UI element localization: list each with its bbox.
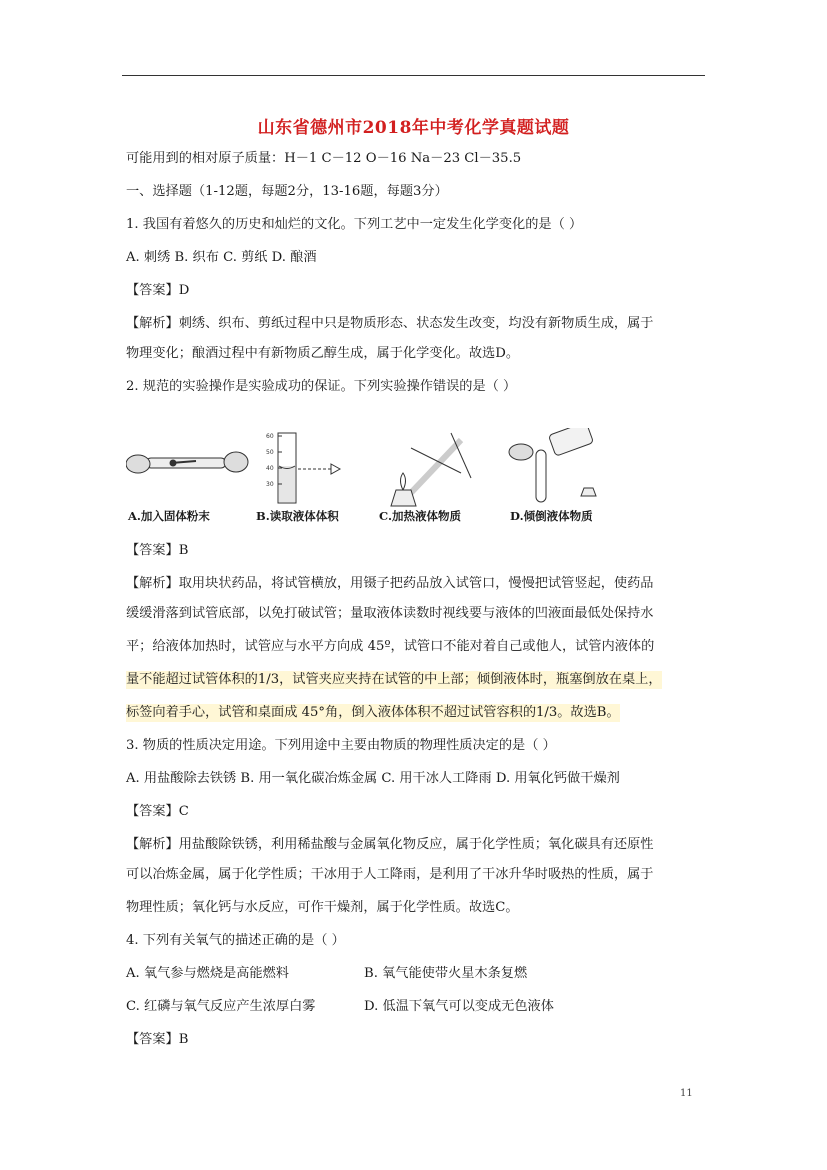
question-3-options: A. 用盐酸除去铁锈 B. 用一氧化碳冶炼金属 C. 用干冰人工降雨 D. 用氧化钙做干燥剂 <box>126 771 620 786</box>
experiment-figure <box>126 428 616 528</box>
explanation-2: 量不能超过试管体积的1/3，试管夹应夹持在试管的中上部；倾倒液体时，瓶塞倒放在桌上， <box>126 672 662 687</box>
question-1: 1. 我国有着悠久的历史和灿烂的文化。下列工艺中一定发生化学变化的是（ ） <box>126 217 583 232</box>
figure-caption-d: D.倾倒液体物质 <box>510 509 593 523</box>
page-number: 11 <box>680 1088 693 1099</box>
explanation-2: 标签向着手心，试管和桌面成 45°角，倒入液体体积不超过试管容积的1/3。故选B。 <box>126 705 620 720</box>
question-4-option-a: A. 氧气参与燃烧是高能燃料 <box>126 966 289 981</box>
figure-caption-a: A.加入固体粉末 <box>128 509 210 523</box>
question-3: 3. 物质的性质决定用途。下列用途中主要由物质的物理性质决定的是（ ） <box>126 738 556 753</box>
lab-illustrations <box>126 428 616 508</box>
question-2: 2. 规范的实验操作是实验成功的保证。下列实验操作错误的是（ ） <box>126 379 517 394</box>
explanation-1: 【解析】刺绣、织布、剪纸过程中只是物质形态、状态发生改变，均没有新物质生成，属于 <box>126 316 654 331</box>
cylinder-tick: 40 <box>266 465 274 472</box>
header-rule <box>122 75 705 76</box>
answer-1: 【答案】D <box>126 283 190 298</box>
question-4-option-c: C. 红磷与氧气反应产生浓厚白雾 <box>126 999 316 1014</box>
explanation-2: 缓缓滑落到试管底部，以免打破试管；量取液体读数时视线要与液体的凹液面最低处保持水 <box>126 606 654 621</box>
pour-liquid-illustration <box>509 428 596 502</box>
question-4-option-d: D. 低温下氧气可以变成无色液体 <box>364 999 554 1014</box>
read-liquid-volume-illustration <box>278 433 340 503</box>
explanation-2: 【解析】取用块状药品，将试管横放，用镊子把药品放入试管口，慢慢把试管竖起，使药品 <box>126 576 654 591</box>
question-4: 4. 下列有关氧气的描述正确的是（ ） <box>126 933 345 948</box>
heat-liquid-illustration <box>391 433 471 506</box>
page-title: 山东省德州市2018年中考化学真题试题 <box>257 118 570 138</box>
question-1-options: A. 刺绣 B. 织布 C. 剪纸 D. 酿酒 <box>126 250 317 265</box>
explanation-3: 可以冶炼金属，属于化学性质；干冰用于人工降雨，是利用了干冰升华时吸热的性质，属于 <box>126 867 654 882</box>
answer-4: 【答案】B <box>126 1032 189 1047</box>
cylinder-tick: 60 <box>266 433 274 440</box>
explanation-3: 【解析】用盐酸除铁锈，利用稀盐酸与金属氧化物反应，属于化学性质；氧化碳具有还原性 <box>126 837 654 852</box>
section-heading: 一、选择题（1-12题，每题2分，13-16题，每题3分） <box>126 184 448 199</box>
explanation-1: 物理变化；酿酒过程中有新物质乙醇生成，属于化学变化。故选D。 <box>126 346 520 361</box>
question-4-option-b: B. 氧气能使带火星木条复燃 <box>364 966 528 981</box>
text-line: 可能用到的相对原子质量：H－1 C－12 O－16 Na－23 Cl－35.5 <box>126 151 522 166</box>
answer-3: 【答案】C <box>126 804 189 819</box>
explanation-2: 平；给液体加热时，试管应与水平方向成 45º，试管口不能对着自己或他人，试管内液体的 <box>126 639 655 654</box>
cylinder-tick: 50 <box>266 449 274 456</box>
cylinder-tick: 30 <box>266 481 274 488</box>
answer-2: 【答案】B <box>126 543 189 558</box>
figure-caption-c: C.加热液体物质 <box>379 509 461 523</box>
explanation-3: 物理性质；氧化钙与水反应，可作干燥剂，属于化学性质。故选C。 <box>126 900 519 915</box>
figure-caption-b: B.读取液体体积 <box>256 509 339 523</box>
add-solid-powder-illustration <box>126 452 248 473</box>
